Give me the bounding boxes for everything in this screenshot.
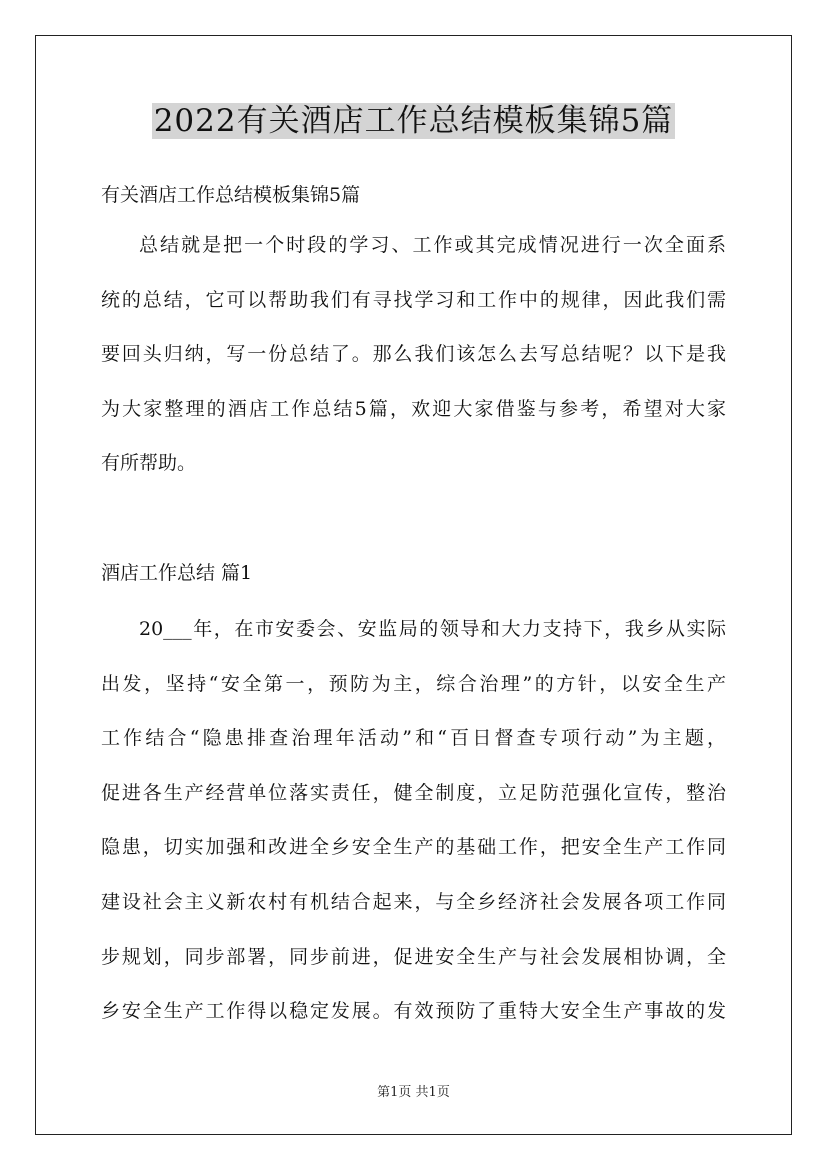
intro-line: 统的总结，它可以帮助我们有寻找学习和工作中的规律，因此我们需 bbox=[101, 288, 726, 311]
intro-line: 要回头归纳，写一份总结了。那么我们该怎么去写总结呢？以下是我 bbox=[101, 343, 726, 366]
document-title bbox=[0, 98, 827, 144]
intro-line: 为大家整理的酒店工作总结5篇，欢迎大家借鉴与参考，希望对大家 bbox=[101, 397, 726, 420]
section-line: 促进各生产经营单位落实责任，健全制度，立足防范强化宣传，整治 bbox=[101, 781, 726, 804]
section-line: 建设社会主义新农村有机结合起来，与全乡经济社会发展各项工作同 bbox=[101, 890, 726, 913]
intro-line: 总结就是把一个时段的学习、工作或其完成情况进行一次全面系 bbox=[139, 234, 726, 256]
section-line: 20___年，在市安委会、安监局的领导和大力支持下，我乡从实际 bbox=[139, 618, 726, 640]
intro-paragraph bbox=[101, 218, 726, 491]
section-paragraph bbox=[101, 602, 726, 1039]
page-footer: 第1页 共1页 bbox=[377, 1085, 450, 1100]
intro-line: 有所帮助。 bbox=[101, 452, 197, 475]
section-line: 隐患，切实加强和改进全乡安全生产的基础工作，把安全生产工作同 bbox=[101, 836, 726, 859]
section-line: 步规划，同步部署，同步前进，促进安全生产与社会发展相协调，全 bbox=[101, 945, 726, 968]
section-line: 出发，坚持“安全第一，预防为主，综合治理”的方针，以安全生产 bbox=[101, 672, 726, 695]
document-subtitle: 有关酒店工作总结模板集锦5篇 bbox=[101, 184, 361, 206]
document-title-text: 2022有关酒店工作总结模板集锦5篇 bbox=[153, 103, 674, 139]
section-line: 乡安全生产工作得以稳定发展。有效预防了重特大安全生产事故的发 bbox=[101, 1000, 726, 1023]
section-heading: 酒店工作总结 篇1 bbox=[101, 562, 253, 584]
section-line: 工作结合“隐患排查治理年活动”和“百日督查专项行动”为主题， bbox=[101, 727, 726, 750]
